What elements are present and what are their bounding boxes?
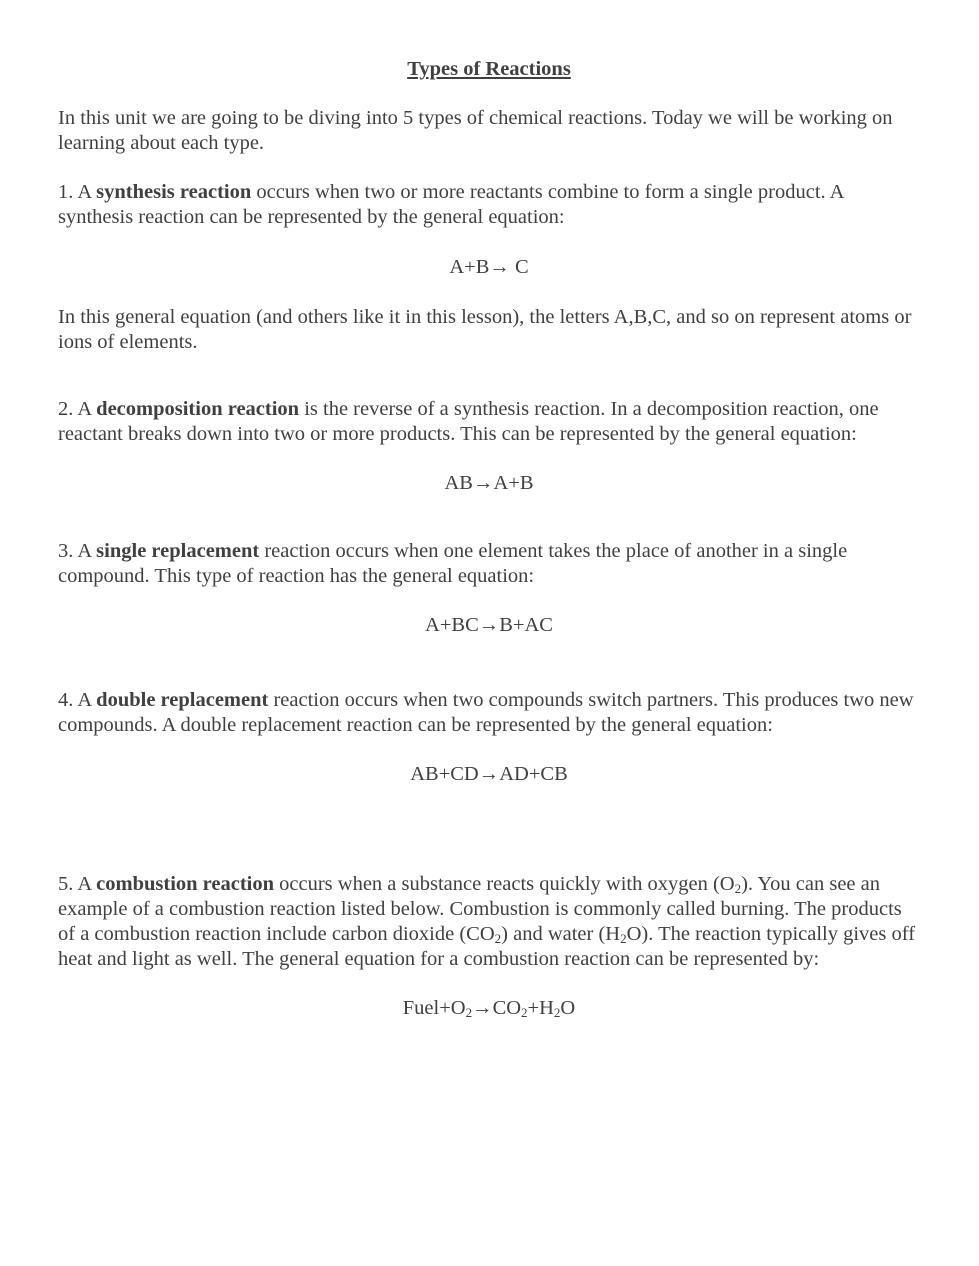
section-prefix: 1. A <box>58 181 97 203</box>
equation-part: +H <box>527 997 554 1019</box>
section-prefix: 5. A <box>58 873 97 895</box>
section-body: O). The reaction typically gives off heat and light as well. The general equation for a combustion reaction can be represented by: <box>58 923 916 970</box>
single-replacement-equation: A+BC→B+AC <box>425 614 553 636</box>
subscript: 2 <box>465 1005 473 1020</box>
decomposition-term: decomposition reaction <box>96 398 300 420</box>
double-replacement-term: double replacement <box>96 689 269 711</box>
double-replacement-equation: AB+CD→AD+CB <box>410 763 568 785</box>
decomposition-equation: AB→A+B <box>444 472 534 494</box>
subscript: 2 <box>553 1005 561 1020</box>
combustion-equation <box>58 996 920 1021</box>
combustion-term: combustion reaction <box>96 873 275 895</box>
section-body: reaction occurs when one element takes the place of another in a single compound. This type of reaction has the general equation: <box>58 540 848 587</box>
section-body: occurs when two or more reactants combine to form a single product. A synthesis reaction can be represented by the general equation: <box>58 181 844 228</box>
section-prefix: 2. A <box>58 398 97 420</box>
decomposition-paragraph <box>58 397 920 447</box>
section-prefix: 3. A <box>58 540 97 562</box>
synthesis-paragraph <box>58 180 920 230</box>
subscript: 2 <box>620 931 627 946</box>
subscript: 2 <box>494 931 502 946</box>
synthesis-term: synthesis reaction <box>96 181 252 203</box>
page-title: Types of Reactions <box>407 58 571 80</box>
document-page <box>58 57 920 1021</box>
combustion-paragraph <box>58 872 920 972</box>
single-replacement-term: single replacement <box>96 540 260 562</box>
subscript: 2 <box>521 1005 528 1020</box>
section-prefix: 4. A <box>58 689 97 711</box>
section-body: reaction occurs when two compounds switch partners. This produces two new compounds. A double replacement reaction can be represented by the general equation: <box>58 689 914 736</box>
intro-paragraph: In this unit we are going to be diving into 5 types of chemical reactions. Today we will be working on learning about each type. <box>58 107 893 154</box>
single-replacement-paragraph <box>58 539 920 589</box>
synthesis-equation: A+B→ C <box>449 256 529 278</box>
section-body: ) and water (H <box>501 923 621 945</box>
subscript: 2 <box>734 881 742 896</box>
section-body: is the reverse of a synthesis reaction. In a decomposition reaction, one reactant breaks down into two or more products. This can be represented by the general equation: <box>58 398 879 445</box>
section-body: occurs when a substance reacts quickly with oxygen (O <box>274 873 735 895</box>
synthesis-note: In this general equation (and others like it in this lesson), the letters A,B,C, and so on represent atoms or ions of elements. <box>58 306 912 353</box>
section-body: ). You can see an example of a combustion reaction listed below. Combustion is commonly called burning. The products of a combustion reaction include carbon dioxide (CO <box>58 873 902 945</box>
equation-part: Fuel+O <box>402 997 466 1019</box>
equation-part: →CO <box>472 997 522 1019</box>
double-replacement-paragraph <box>58 688 920 738</box>
equation-part: O <box>560 997 576 1019</box>
